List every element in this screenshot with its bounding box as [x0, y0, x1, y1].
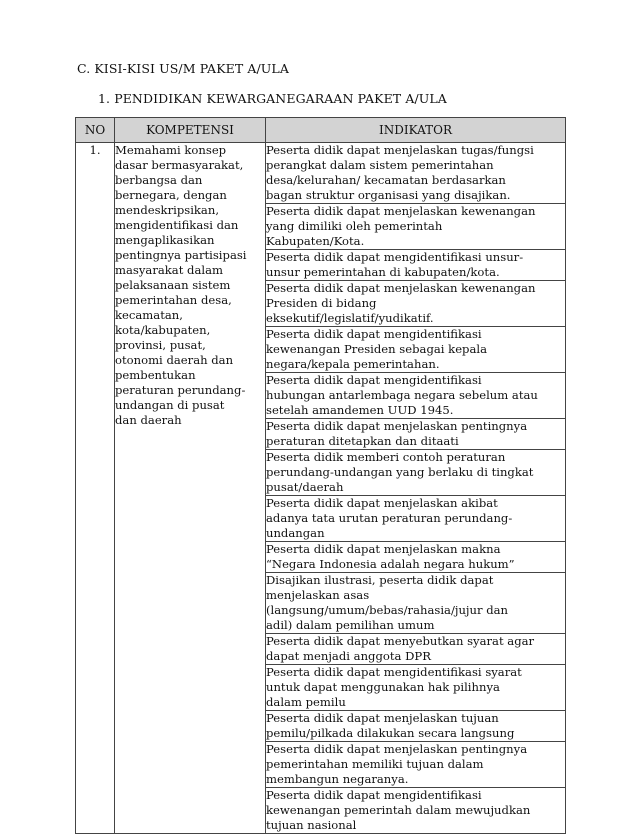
indikator-text: Peserta didik dapat menjelaskan makna “Negara Indonesia adalah negara hukum” — [266, 542, 515, 571]
indikator-cell — [266, 143, 566, 204]
indikator-cell — [266, 742, 566, 788]
indikator-cell — [266, 281, 566, 327]
indikator-cell — [266, 204, 566, 250]
indikator-text: Peserta didik dapat mengidentifikasi kewenangan Presiden sebagai kepala negara/kepala pemerintahan. — [266, 327, 488, 371]
indikator-text: Peserta didik dapat menjelaskan akibat adanya tata urutan peraturan perundang- undangan — [266, 496, 513, 540]
table-row — [76, 143, 566, 204]
indikator-text: Peserta didik memberi contoh peraturan perundang-undangan yang berlaku di tingkat pusat/daerah — [266, 450, 534, 494]
header-no: NO — [76, 118, 115, 143]
kisi-kisi-table — [75, 117, 566, 834]
indikator-text: Peserta didik dapat menjelaskan kewenangan yang dimiliki oleh pemerintah Kabupaten/Kota. — [266, 204, 536, 248]
indikator-cell — [266, 373, 566, 419]
indikator-cell — [266, 542, 566, 573]
indikator-cell — [266, 788, 566, 834]
indikator-cell — [266, 665, 566, 711]
header-indikator: INDIKATOR — [266, 118, 566, 143]
section-heading: C. KISI-KISI US/M PAKET A/ULA — [77, 61, 289, 76]
indikator-cell — [266, 573, 566, 634]
indikator-text: Peserta didik dapat mengidentifikasi unsur- unsur pemerintahan di kabupaten/kota. — [266, 250, 524, 279]
row-number: 1. — [76, 143, 115, 834]
indikator-cell — [266, 327, 566, 373]
subject-heading: 1. PENDIDIKAN KEWARGANEGARAAN PAKET A/ULA — [98, 91, 447, 106]
kompetensi-cell — [115, 143, 266, 834]
indikator-text: Peserta didik dapat mengidentifikasi kewenangan pemerintah dalam mewujudkan tujuan nasional — [266, 788, 531, 832]
indikator-cell — [266, 496, 566, 542]
indikator-cell — [266, 419, 566, 450]
indikator-cell — [266, 711, 566, 742]
indikator-cell — [266, 450, 566, 496]
indikator-cell — [266, 250, 566, 281]
kompetensi-text: Memahami konsep dasar bermasyarakat, berbangsa dan bernegara, dengan mendeskripsikan, mengidentifikasi dan mengaplikasikan pentingnya partisipasi masyarakat dalam pelaksanaan sistem pemerintahan desa, kecamatan, kota/kabupaten, provinsi, pusat, otonomi daerah dan pembentukan peraturan perundang- undangan di pusat dan daerah — [115, 143, 247, 427]
indikator-cell — [266, 634, 566, 665]
indikator-text: Peserta didik dapat menyebutkan syarat agar dapat menjadi anggota DPR — [266, 634, 535, 663]
indikator-text: Peserta didik dapat mengidentifikasi syarat untuk dapat menggunakan hak pilihnya dalam pemilu — [266, 665, 522, 709]
indikator-text: Peserta didik dapat menjelaskan pentingnya peraturan ditetapkan dan ditaati — [266, 419, 528, 448]
indikator-text: Peserta didik dapat mengidentifikasi hubungan antarlembaga negara sebelum atau setelah amandemen UUD 1945. — [266, 373, 538, 417]
indikator-text: Peserta didik dapat menjelaskan tugas/fungsi perangkat dalam sistem pemerintahan desa/kelurahan/ kecamatan berdasarkan bagan struktur organisasi yang disajikan. — [266, 143, 534, 202]
indikator-text: Peserta didik dapat menjelaskan pentingnya pemerintahan memiliki tujuan dalam membangun negaranya. — [266, 742, 528, 786]
indikator-text: Peserta didik dapat menjelaskan tujuan pemilu/pilkada dilakukan secara langsung — [266, 711, 515, 740]
header-kompetensi: KOMPETENSI — [115, 118, 266, 143]
indikator-text: Disajikan ilustrasi, peserta didik dapat menjelaskan asas (langsung/umum/bebas/rahasia/jujur dan adil) dalam pemilihan umum — [266, 573, 509, 632]
indikator-text: Peserta didik dapat menjelaskan kewenangan Presiden di bidang eksekutif/legislatif/yudikatif. — [266, 281, 536, 325]
table-header-row — [76, 118, 566, 143]
